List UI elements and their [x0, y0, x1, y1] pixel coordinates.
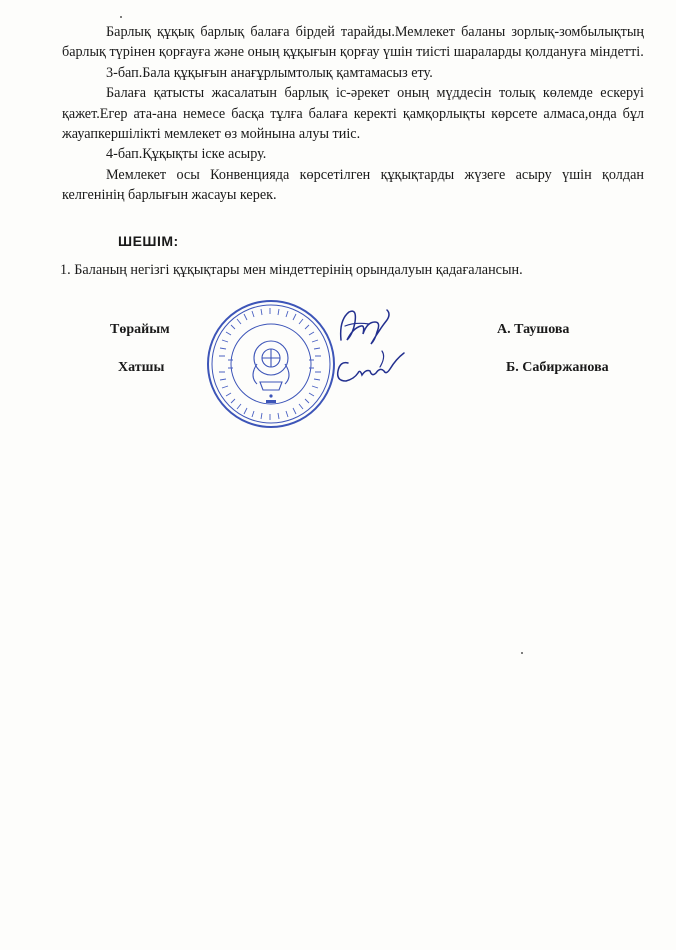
paragraph: Мемлекет осы Конвенцияда көрсетілген құқықтарды жүзеге асыру үшін қолдан келгенінің барлығын жасауы керек. — [62, 166, 644, 204]
secretary-title: Хатшы — [118, 360, 165, 375]
decision-item: 1. Баланың негізгі құқықтары мен міндеттерінің орындалуын қадағалансын. — [60, 262, 523, 278]
official-seal — [205, 298, 337, 430]
paragraph: Барлық құқық барлық балаға бірдей тарайды.Мемлекет баланы зорлық-зомбылықтың барлық түрінен қорғауға және оның құқығын қорғау үшін тиісті шараларды қолдануға міндетті. — [62, 24, 644, 61]
article-heading: 4-бап.Құқықты іске асыру. — [106, 146, 267, 163]
scan-speck — [120, 16, 122, 18]
paragraph: Балаға қатысты жасалатын барлық іс-әрекет оның мүддесін толық көлемде ескеруі қажет.Егер ата-ана немесе басқа тұлға балаға керекті қамқорлықты көрсете алмаса,онда бұл жауапкершілікті мемлекет өз мойнына алуы тиіс. — [62, 85, 644, 143]
chair-title: Төрайым — [110, 322, 170, 337]
scan-speck — [521, 652, 523, 654]
chair-name: А. Таушова — [497, 322, 570, 337]
secretary-name: Б. Сабиржанова — [506, 360, 609, 375]
secretary-signature — [330, 345, 410, 395]
decision-heading: ШЕШІМ: — [118, 233, 179, 249]
article-heading: 3-бап.Бала құқығын анағұрлымтолық қамтамасыз ету. — [106, 64, 433, 81]
document-body — [62, 22, 644, 206]
